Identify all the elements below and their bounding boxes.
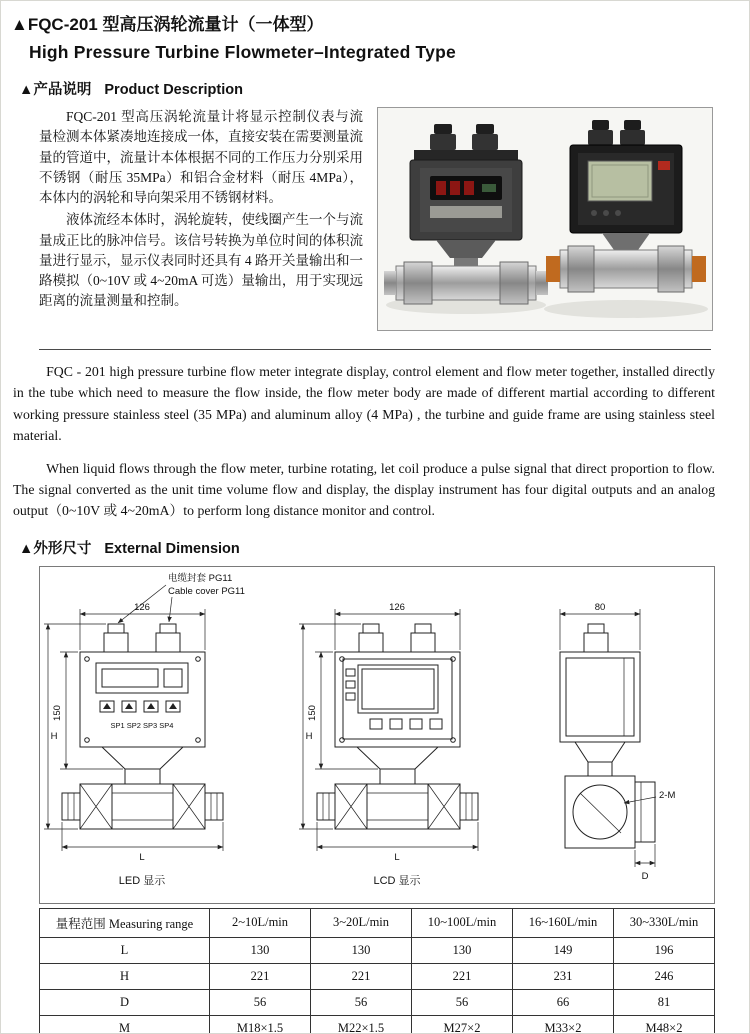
- cable-cover-label-zh: 电缆封套 PG11: [168, 572, 233, 584]
- lcd-caption: LCD 显示: [373, 874, 421, 887]
- dimension-table: [39, 908, 715, 1034]
- dim-lcd-total-height: H: [305, 730, 313, 742]
- drawing-lcd-front: [317, 624, 478, 829]
- table-row: [40, 937, 715, 963]
- table-cell: M22×1.5: [311, 1015, 412, 1034]
- section-divider: [39, 349, 711, 350]
- table-cell: 81: [614, 989, 715, 1015]
- paragraph-en-2: When liquid flows through the flow meter, turbine rotating, let coil produce a pulse signal that direct proportion to flow. The signal converted as the unit time volume flow and display, the display instrument has four digital outputs and an analog output（0~10V 或 4~20mA）to perform long distance monitor and control.: [13, 460, 715, 519]
- table-cell: 221: [412, 963, 513, 989]
- table-cell: 66: [513, 989, 614, 1015]
- table-cell: 221: [311, 963, 412, 989]
- dim-led-width: 126: [134, 601, 150, 613]
- table-cell: M27×2: [412, 1015, 513, 1034]
- table-header-cell: 3~20L/min: [311, 908, 412, 937]
- row-label: D: [40, 989, 210, 1015]
- table-header-row: [40, 908, 715, 937]
- dim-side-thread: 2-M: [659, 789, 676, 801]
- cable-cover-label-en: Cable cover PG11: [168, 585, 245, 597]
- dimension-drawings: [40, 567, 714, 903]
- section-heading-product-description: [19, 78, 749, 99]
- table-header-cell: 2~10L/min: [210, 908, 311, 937]
- paragraph-zh-2: 液体流经本体时，涡轮旋转，使线圈产生一个与流量成正比的脉冲信号。该信号转换为单位时间的体积流量进行显示，显示仪表同时还具有 4 路开关量输出和一路模拟（0~10V 或 4~20mA 可选）量输出，用于实现远距离的流量测量和控制。: [39, 212, 363, 309]
- led-setpoint-labels: SP1 SP2 SP3 SP4: [110, 720, 174, 730]
- dim-lcd-length: L: [394, 851, 400, 863]
- section-heading-zh: ▲产品说明: [19, 82, 92, 98]
- drawing-led-dimensions: [44, 585, 223, 851]
- table-header-cell: 30~330L/min: [614, 908, 715, 937]
- table-cell: 130: [210, 937, 311, 963]
- section-heading-external-dimension: [19, 537, 749, 558]
- led-caption: LED 显示: [118, 874, 166, 887]
- table-header-cell: 10~100L/min: [412, 908, 513, 937]
- table-cell: 231: [513, 963, 614, 989]
- table-cell: 149: [513, 937, 614, 963]
- dim-side-width: 80: [594, 601, 606, 613]
- section-heading-en: Product Description: [104, 82, 243, 98]
- row-label: L: [40, 937, 210, 963]
- table-cell: 56: [412, 989, 513, 1015]
- dim-side-diameter: D: [641, 870, 649, 882]
- dim-led-total-height: H: [50, 730, 58, 742]
- table-cell: 56: [210, 989, 311, 1015]
- description-block: [39, 107, 713, 333]
- paragraph-zh-1: FQC-201 型高压涡轮流量计将显示控制仪表与流量检测本体紧凑地连接成一体，直接安装在需要测量流量的管道中，流量计本体根据不同的工作压力分别采用不锈钢（耐压 35MPa）和铝合金材料（耐压 4MPa），本体内的涡轮和导向架采用不锈钢材料。: [39, 109, 363, 205]
- table-cell: M18×1.5: [210, 1015, 311, 1034]
- drawing-side-view: [560, 624, 655, 848]
- row-label: M: [40, 1015, 210, 1034]
- dimension-heading-en: External Dimension: [104, 540, 240, 557]
- dim-led-panel-height: 150: [52, 704, 63, 721]
- table-cell: M33×2: [513, 1015, 614, 1034]
- dimension-heading-zh: ▲外形尺寸: [19, 540, 92, 557]
- table-cell: 196: [614, 937, 715, 963]
- table-cell: 221: [210, 963, 311, 989]
- page-title-zh: ▲FQC-201 型高压涡轮流量计（一体型）: [11, 15, 324, 34]
- table-cell: 130: [412, 937, 513, 963]
- dimension-drawing-panel: [39, 566, 715, 904]
- dim-led-length: L: [139, 851, 145, 863]
- product-photo: [377, 107, 713, 331]
- table-header-cell: 16~160L/min: [513, 908, 614, 937]
- dim-lcd-width: 126: [389, 601, 405, 613]
- table-cell: M48×2: [614, 1015, 715, 1034]
- table-row: [40, 989, 715, 1015]
- table-row: [40, 1015, 715, 1034]
- paragraph-en-1: FQC - 201 high pressure turbine flow meter integrate display, control element and flow meter together, installed directly in the tube which need to measure the flow inside, the flow meter body are made of different martial according to different working pressure stainless steel (35 MPa) and aluminum alloy (4 MPa) , the turbine and guide frame are using stainless steel material.: [13, 364, 715, 444]
- dim-lcd-panel-height: 150: [307, 704, 318, 721]
- product-photo-image: [378, 108, 712, 330]
- page-title-en: High Pressure Turbine Flowmeter–Integrated Type: [29, 42, 456, 62]
- row-label: H: [40, 963, 210, 989]
- table-cell: 246: [614, 963, 715, 989]
- table-cell: 130: [311, 937, 412, 963]
- drawing-lcd-dimensions: [299, 609, 478, 851]
- description-chinese: [39, 107, 363, 333]
- table-row: [40, 963, 715, 989]
- table-cell: 56: [311, 989, 412, 1015]
- table-header-cell: 量程范围 Measuring range: [40, 908, 210, 937]
